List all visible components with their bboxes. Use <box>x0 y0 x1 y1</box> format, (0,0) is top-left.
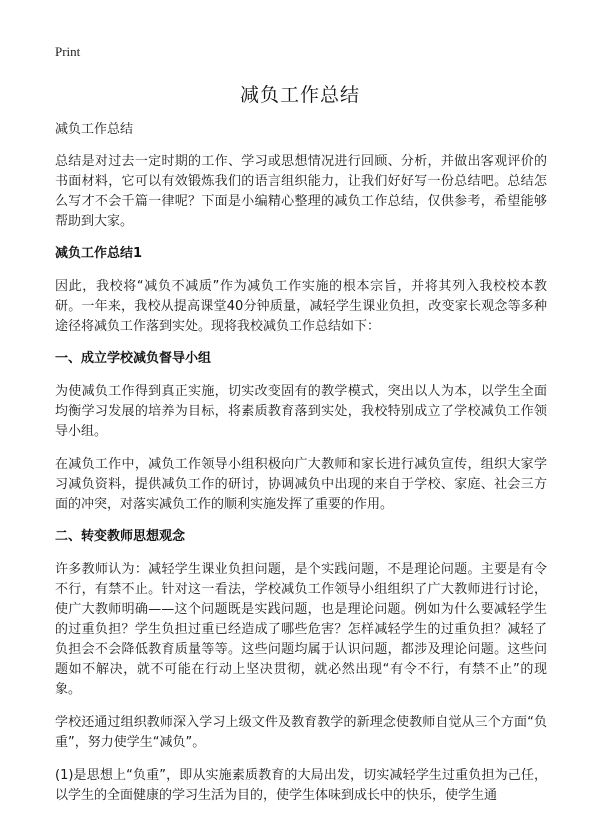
print-link[interactable]: Print <box>55 44 81 59</box>
section-paragraph: 因此，我校将“减负不减质”作为减负工作实施的根本宗旨，并将其列入我校校本教研。一年来，我校从提高课堂40分钟质量，减轻学生课业负担，改变家长观念等多种途径将减负工作落到实处。现将我校减负工作总结如下： <box>55 279 547 334</box>
intro-paragraph: 总结是对过去一定时期的工作、学习或思想情况进行回顾、分析，并做出客观评价的书面材料，它可以有效锻炼我们的语言组织能力，让我们好好写一份总结吧。总结怎么写才不会千篇一律呢？下面是小编精心整理的减负工作总结，仅供参考，希望能够帮助到大家。 <box>55 154 547 229</box>
page-title: 减负工作总结 <box>239 84 360 106</box>
paragraph: 许多教师认为：减轻学生课业负担问题，是个实践问题，不是理论问题。主要是有令不行，有禁不止。针对这一看法，学校减负工作领导小组组织了广大教师进行讨论，使广大教师明确——这个问题既是实践问题，也是理论问题。例如为什么要减轻学生的过重负担？学生负担过重已经造成了哪些危害？怎样减轻学生的过重负担？减轻了负担会不会降低教育质量等等。这些问题均属于认识问题，都涉及理论问题。这些问题如不解决，就不可能在行动上坚决贯彻，就必然出现“有令不行，有禁不止”的现象。 <box>55 562 547 697</box>
section-heading: 减负工作总结1 <box>55 246 143 261</box>
paragraph: 为使减负工作得到真正实施，切实改变固有的教学模式，突出以人为本，以学生全面均衡学习发展的培养为目标，将素质教育落到实处，我校特别成立了学校减负工作领导小组。 <box>55 384 547 439</box>
heading-two: 二、转变教师思想观念 <box>55 529 186 544</box>
heading-one: 一、成立学校减负督导小组 <box>55 351 212 366</box>
article-subtitle: 减负工作总结 <box>55 122 134 137</box>
paragraph: 学校还通过组织教师深入学习上级文件及教育教学的新理念使教师自觉从三个方面“负重”，努力使学生“减负”。 <box>55 715 547 750</box>
paragraph: (1)是思想上“负重”，即从实施素质教育的大局出发，切实减轻学生过重负担为己任，以学生的全面健康的学习生活为目的，使学生体味到成长中的快乐，使学生通 <box>55 768 547 803</box>
article-body <box>55 120 547 819</box>
paragraph: 在减负工作中，减负工作领导小组积极向广大教师和家长进行减负宣传，组织大家学习减负资料，提供减负工作的研讨，协调减负中出现的来自于学校、家庭、社会三方面的冲突，对落实减负工作的顺利实施发挥了重要的作用。 <box>55 457 547 512</box>
